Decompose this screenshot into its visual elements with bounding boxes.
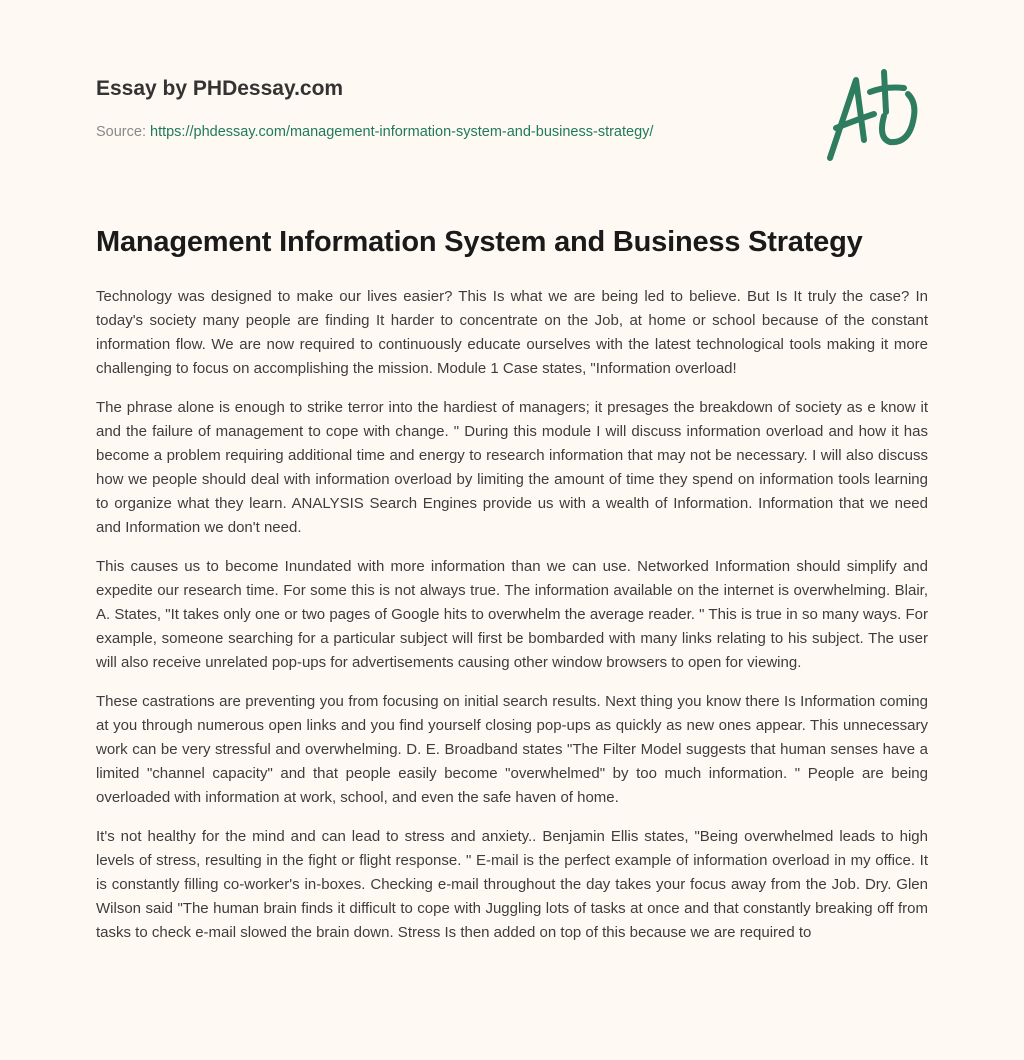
source-line: [96, 124, 653, 140]
site-brand: Essay by PHDessay.com: [96, 77, 344, 100]
paragraph: Technology was designed to make our lives easier? This Is what we are being led to believe. But Is It truly the case? In today's society many people are finding It harder to concentrate on the Job, at home or school because of the constant information flow. We are now required to continuously educate ourselves with the latest technological tools making it more challenging to focus on accomplishing the mission. Module 1 Case states, "Information overload!: [96, 288, 928, 377]
paragraph: The phrase alone is enough to strike terror into the hardiest of managers; it presages the breakdown of society as e know it and the failure of management to cope with change. " During this module I will discuss information overload and how it has become a problem requiring additional time and energy to research information that may not be necessary. I will also discuss how we people should deal with information overload by limiting the amount of time they spend on information tools learning to organize what they learn. ANALYSIS Search Engines provide us with a wealth of Information. Information that we need and Information we don't need.: [96, 399, 928, 536]
paragraph: These castrations are preventing you from focusing on initial search results. Next thing you know there Is Information coming at you through numerous open links and you find yourself closing pop-ups as quickly as new ones appear. This unnecessary work can be very stressful and overwhelming. D. E. Broadband states "The Filter Model suggests that human senses have a limited "channel capacity" and that people easily become "overwhelmed" by too much information. " People are being overloaded with information at work, school, and even the safe haven of home.: [96, 693, 928, 806]
essay-body: [96, 285, 928, 960]
paragraph: It's not healthy for the mind and can lead to stress and anxiety.. Benjamin Ellis states, "Being overwhelmed leads to high levels of stress, resulting in the fight or flight response. " E-mail is the perfect example of information overload in my office. It is constantly filling co-worker's in-boxes. Checking e-mail throughout the day takes your focus away from the Job. Dry. Glen Wilson said "The human brain finds it difficult to cope with Juggling lots of tasks at once and that constantly breaking off from tasks to check e-mail slowed the brain down. Stress Is then added on top of this because we are required to: [96, 828, 928, 941]
a-plus-logo: [818, 68, 928, 168]
source-link[interactable]: https://phdessay.com/management-information-system-and-business-strategy/: [150, 124, 654, 140]
page-title: Management Information System and Business Strategy: [96, 226, 863, 258]
source-label: Source:: [96, 124, 150, 140]
paragraph: This causes us to become Inundated with more information than we can use. Networked Information should simplify and expedite our research time. For some this is not always true. The information available on the internet is overwhelming. Blair, A. States, "It takes only one or two pages of Google hits to overwhelm the average reader. " This is true in so many ways. For example, someone searching for a particular subject will first be bombarded with many links relating to his subject. The user will also receive unrelated pop-ups for advertisements causing other window browsers to open for viewing.: [96, 558, 928, 671]
